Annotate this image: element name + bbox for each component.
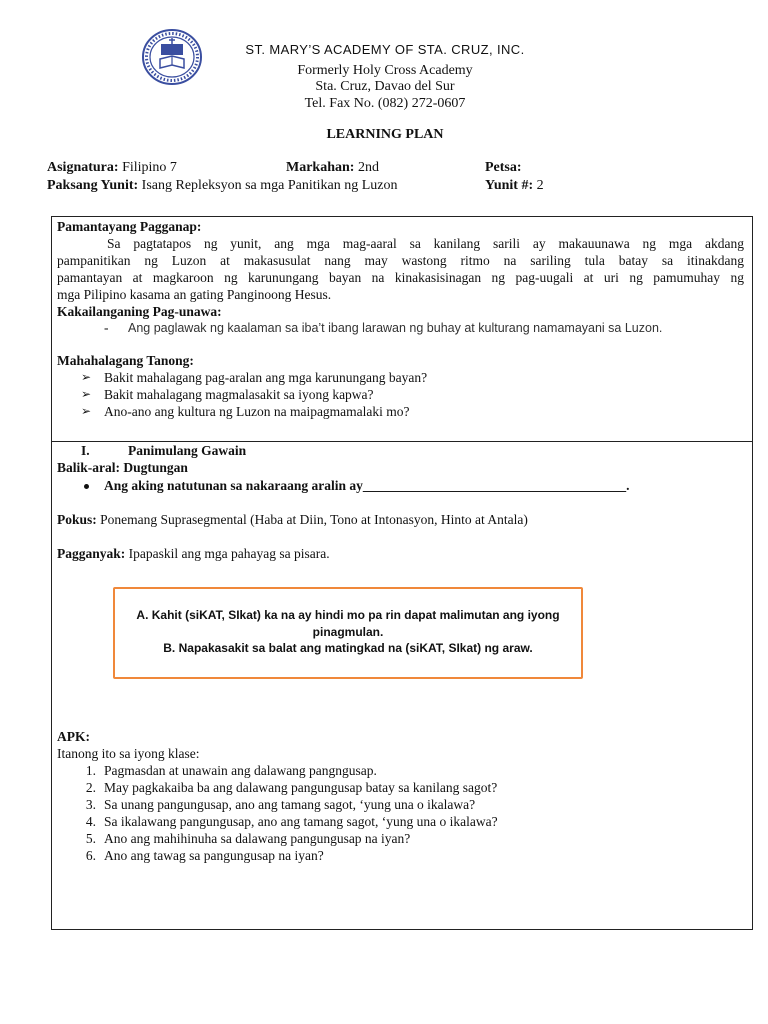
school-telephone: Tel. Fax No. (082) 272-0607 [304,96,466,111]
paksang-yunit-field [47,178,398,194]
markahan-label: Markahan: [286,160,355,175]
pamantayang-line: Sa pagtatapos ng yunit, ang mga mag-aaral sa kanilang sarili ay makauunawa ng mga akdang [107,236,744,251]
pamantayang-line: pamantayan at magkaroon ng karunungang bayan na kinakasisinagan ng pag-uugali at uri ng pamumuhay ng [57,270,744,285]
statements-callout [113,587,583,679]
apk-item: Ano ang mahihinuha sa dalawang pangungusap na iyan? [104,831,411,846]
apk-item-number: 6. [85,848,96,863]
arrowhead-bullet-icon: ➢ [81,387,92,401]
callout-line: pinagmulan. [312,625,384,639]
apk-item: Pagmasdan at unawain ang dalawang pangngusap. [104,763,377,778]
paksang-yunit-value: Isang Repleksyon sa mga Panitikan ng Luzon [141,178,398,193]
callout-line: A. Kahit (siKAT, SIkat) ka na ay hindi mo pa rin dapat malimutan ang iyong [136,608,560,622]
yunit-number-field [485,178,544,194]
section-title: Panimulang Gawain [128,443,247,458]
pagganyak-label: Pagganyak: [57,546,126,561]
paksang-yunit-label: Paksang Yunit: [47,178,139,193]
school-address: Sta. Cruz, Davao del Sur [315,79,455,94]
tanong-item: Bakit mahalagang pag-aralan ang mga karunungang bayan? [104,370,428,385]
pokus-value: Ponemang Suprasegmental (Haba at Diin, Tono at Intonasyon, Hinto at Antala) [100,512,528,527]
callout-line: B. Napakasakit sa balat ang matingkad na (siKAT, SIkat) ng araw. [163,641,533,655]
pokus-line [57,512,528,528]
arrowhead-bullet-icon: ➢ [81,404,92,418]
apk-item: Sa ikalawang pangungusap, ano ang tamang sagot, ‘yung una o ikalawa? [104,814,498,829]
apk-intro: Itanong ito sa iyong klase: [57,746,200,761]
school-seal-icon [141,28,203,86]
kakailanganing-item: Ang paglawak ng kaalaman sa iba’t ibang larawan ng buhay at kulturang namamayani sa Luzon. [128,321,663,335]
pagganyak-value: Ipapaskil ang mga pahayag sa pisara. [128,546,330,561]
apk-item-number: 3. [85,797,96,812]
asignatura-value: Filipino 7 [122,160,177,175]
asignatura-field [47,160,177,176]
section-numeral: I. [81,443,90,458]
dash-bullet: - [104,320,109,335]
apk-item: Ano ang tawag sa pangungusap na iyan? [104,848,324,863]
tanong-item: Ano-ano ang kultura ng Luzon na maipagmamalaki mo? [104,404,410,419]
asignatura-label: Asignatura: [47,160,119,175]
petsa-field [485,160,522,176]
page-title: LEARNING PLAN [326,127,444,142]
apk-item: May pagkakaiba ba ang dalawang pangungusap batay sa kanilang sagot? [104,780,498,795]
balik-aral-item: Ang aking natutunan sa nakaraang aralin ay_______________________________________. [104,478,630,493]
yunit-number-label: Yunit #: [485,178,534,193]
arrowhead-bullet-icon: ➢ [81,370,92,384]
school-former-name: Formerly Holy Cross Academy [297,63,473,78]
markahan-field [286,160,379,176]
school-name: ST. MARY’S ACADEMY OF STA. CRUZ, INC. [245,42,525,57]
apk-item-number: 4. [85,814,96,829]
markahan-value: 2nd [357,160,379,175]
pamantayang-line: pampanitikan ng Luzon at makasusulat nang may wastong ritmo na sariling tula batay sa itinakdang [57,253,744,268]
apk-item: Sa unang pangungusap, ano ang tamang sagot, ‘yung una o ikalawa? [104,797,476,812]
apk-item-number: 2. [85,780,96,795]
petsa-label: Petsa: [485,160,522,175]
round-bullet-icon [84,484,89,489]
apk-item-number: 5. [85,831,96,846]
pamantayang-line: mga Pilipino kasama an gating Panginoong Hesus. [57,287,332,302]
pagganyak-line [57,546,330,562]
balik-aral-heading: Balik-aral: Dugtungan [57,460,188,475]
apk-heading: APK: [57,729,90,744]
apk-item-number: 1. [85,763,96,778]
yunit-number-value: 2 [536,178,544,193]
mahahalagang-tanong-heading: Mahahalagang Tanong: [57,353,194,368]
tanong-item: Bakit mahalagang magmalasakit sa iyong kapwa? [104,387,374,402]
kakailanganing-heading: Kakailanganing Pag-unawa: [57,304,222,319]
pamantayang-heading: Pamantayang Pagganap: [57,219,202,234]
pokus-label: Pokus: [57,512,97,527]
